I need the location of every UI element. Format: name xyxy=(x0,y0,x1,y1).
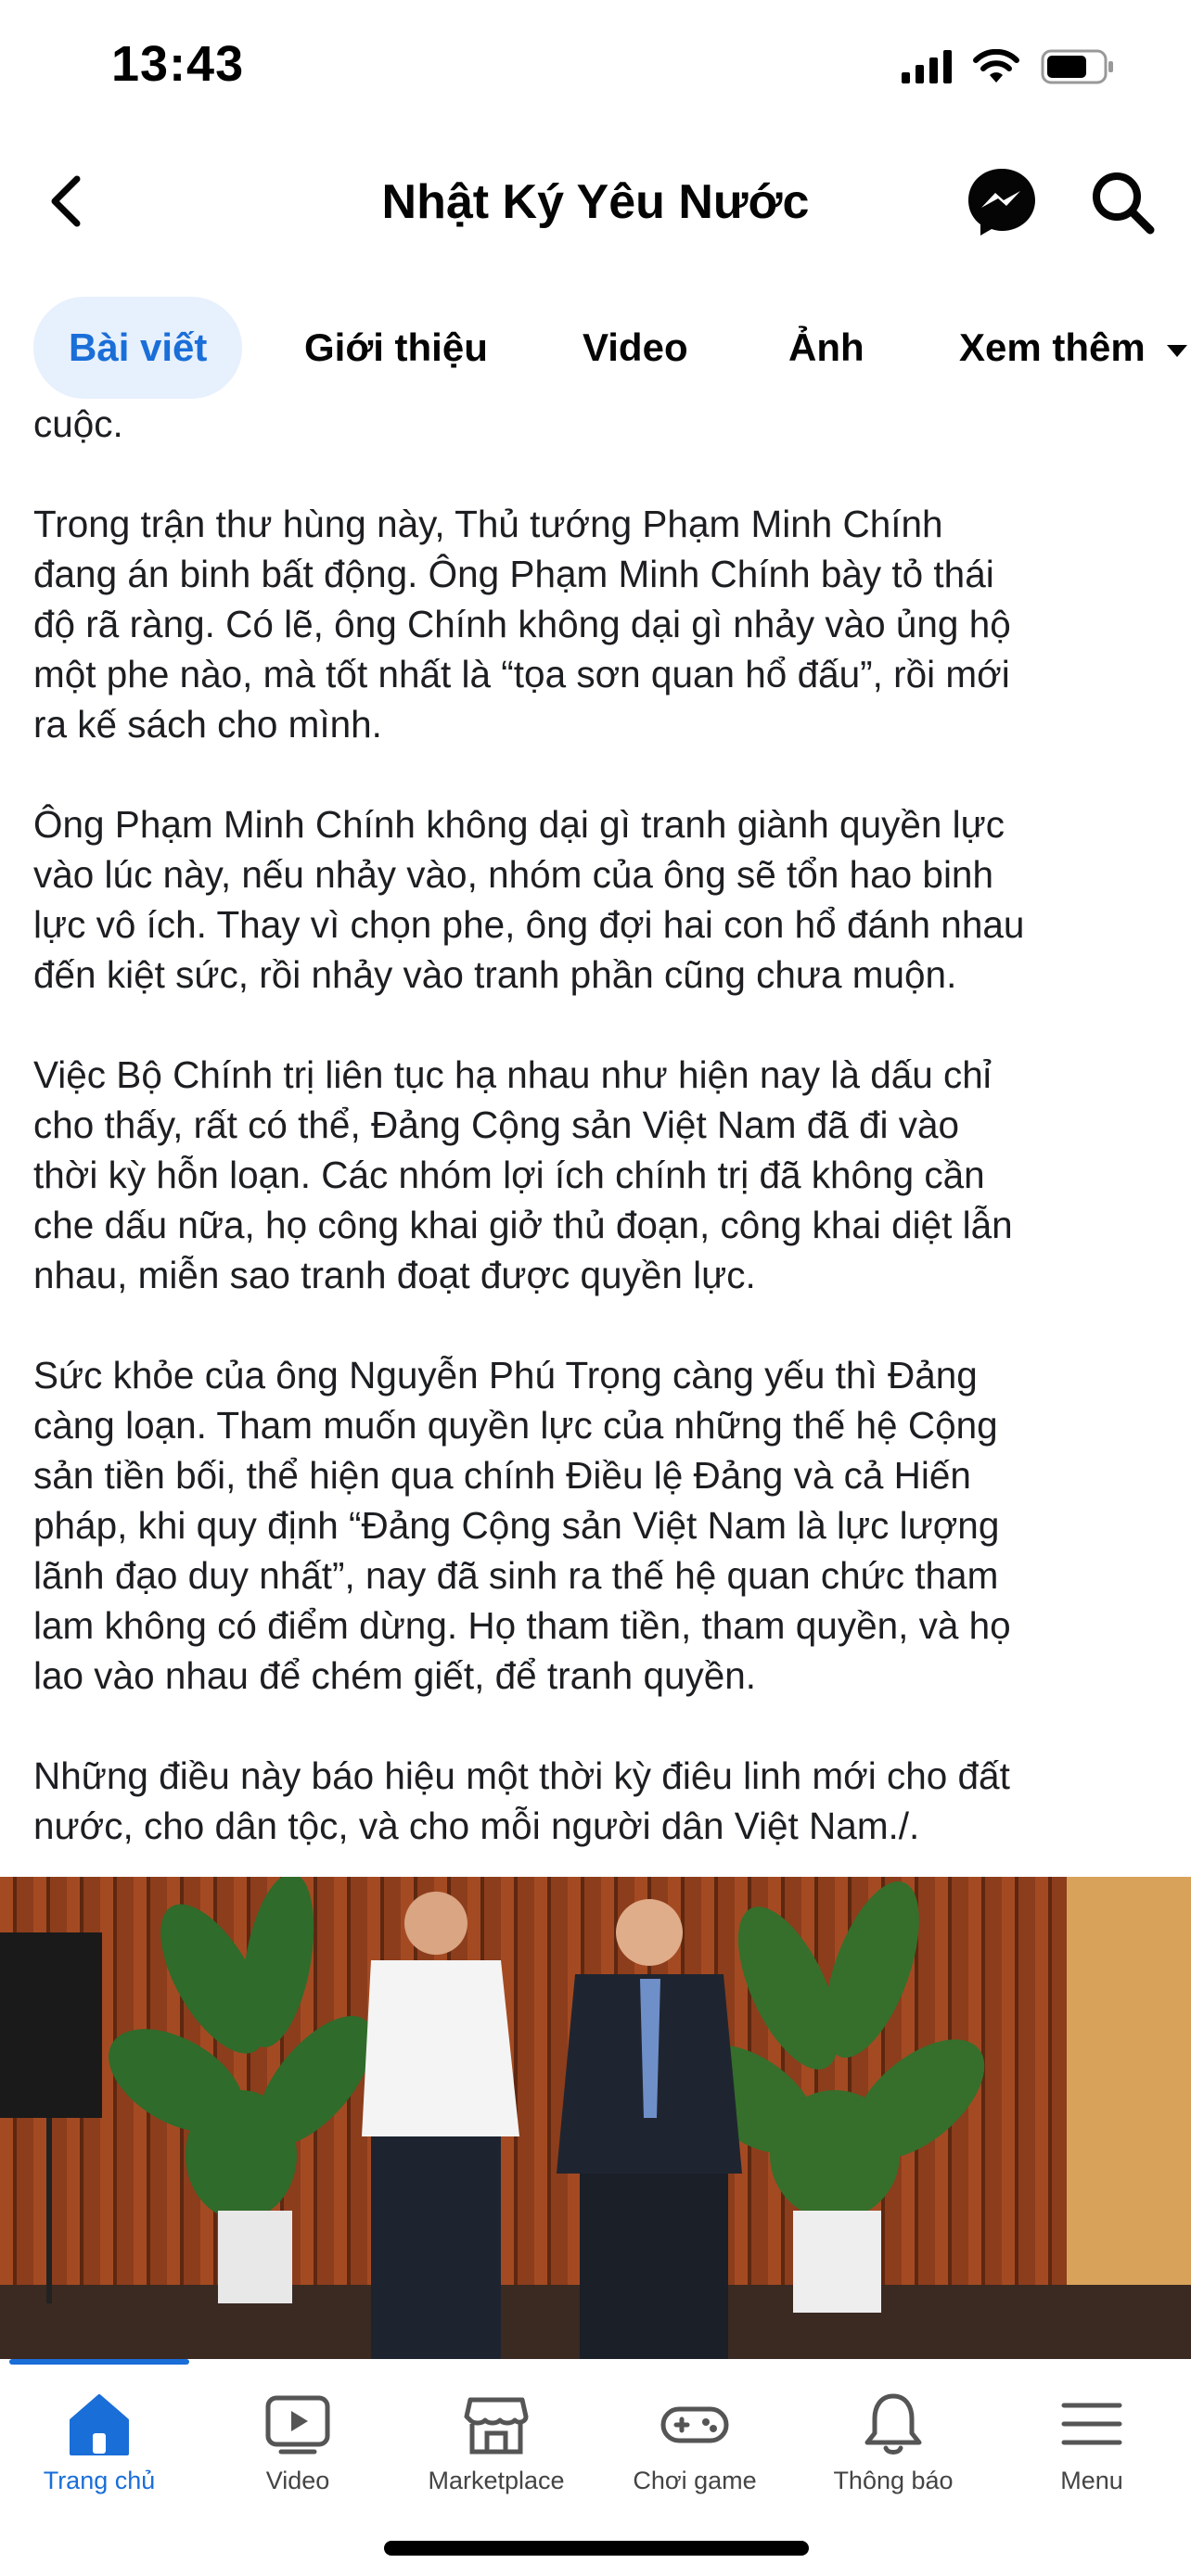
post-photo[interactable] xyxy=(0,1877,1191,2359)
home-icon xyxy=(62,2387,136,2461)
post-paragraph: Trong trận thư hùng này, Thủ tướng Phạm Minh Chính đang án binh bất động. Ông Phạm Minh Chính bày tỏ thái độ rã ràng. Có lẽ, ông Chính không dại gì nhảy vào ủng hộ một phe nào, mà tốt nhất là “tọa sơn quan hổ đấu”, rồi mới ra kế sách cho mình. xyxy=(33,503,1011,746)
nav-home[interactable] xyxy=(0,2387,198,2517)
nav-gaming[interactable] xyxy=(596,2387,794,2517)
post-paragraph: cuộc. xyxy=(33,402,123,445)
nav-gaming-label: Chơi game xyxy=(633,2467,757,2494)
gamepad-icon xyxy=(658,2387,732,2461)
tab-see-more[interactable] xyxy=(959,297,1189,399)
tab-posts[interactable]: Bài viết xyxy=(33,297,242,399)
post-paragraph: Việc Bộ Chính trị liên tục hạ nhau như hiện nay là dấu chỉ cho thấy, rất có thể, Đảng Cộng sản Việt Nam đã đi vào thời kỳ hỗn loạn. Các nhóm lợi ích chính trị đã không cần che dấu nữa, họ công khai giở thủ đoạn, công khai diệt lẫn nhau, miễn sao tranh đoạt được quyền lực. xyxy=(33,1053,1013,1296)
nav-notifications-label: Thông báo xyxy=(833,2467,954,2494)
cellular-signal-icon xyxy=(902,50,952,83)
nav-video-label: Video xyxy=(265,2467,330,2494)
nav-video[interactable] xyxy=(198,2387,397,2517)
post-paragraph: Những điều này báo hiệu một thời kỳ điêu linh mới cho đất nước, cho dân tộc, và cho mỗi người dân Việt Nam./. xyxy=(33,1754,1010,1847)
marketplace-icon xyxy=(459,2387,533,2461)
status-bar xyxy=(0,0,1191,130)
search-button[interactable] xyxy=(1087,167,1158,237)
home-indicator[interactable] xyxy=(384,2541,809,2556)
tab-see-more-label: Xem thêm xyxy=(959,325,1146,369)
nav-menu[interactable] xyxy=(992,2387,1191,2517)
video-icon xyxy=(261,2387,335,2461)
status-icons xyxy=(902,48,1115,85)
page-title: Nhật Ký Yêu Nước xyxy=(381,175,810,229)
bell-icon xyxy=(856,2387,930,2461)
nav-notifications[interactable] xyxy=(794,2387,992,2517)
nav-home-label: Trang chủ xyxy=(43,2467,156,2494)
wifi-icon xyxy=(972,49,1020,84)
tab-photos[interactable]: Ảnh xyxy=(788,325,864,369)
post-body xyxy=(33,399,1165,1901)
page-header xyxy=(0,148,1191,260)
tab-about[interactable]: Giới thiệu xyxy=(304,325,488,369)
messenger-icon xyxy=(965,165,1039,239)
battery-icon xyxy=(1041,48,1115,85)
nav-marketplace[interactable] xyxy=(397,2387,596,2517)
messenger-button[interactable] xyxy=(965,165,1039,239)
search-icon xyxy=(1087,167,1158,237)
profile-tabs xyxy=(0,297,1191,399)
photo-icon xyxy=(0,1877,1191,2359)
tab-video[interactable]: Video xyxy=(583,325,688,369)
status-time: 13:43 xyxy=(111,36,245,92)
post-paragraph: Ông Phạm Minh Chính không dại gì tranh giành quyền lực vào lúc này, nếu nhảy vào, nhóm của ông sẽ tổn hao binh lực vô ích. Thay vì chọn phe, ông đợi hai con hổ đánh nhau đến kiệt sức, rồi nhảy vào tranh phần cũng chưa muộn. xyxy=(33,803,1025,996)
caret-down-icon xyxy=(1165,341,1189,360)
active-tab-indicator xyxy=(9,2359,189,2365)
nav-menu-label: Menu xyxy=(1060,2467,1123,2494)
post-paragraph: Sức khỏe của ông Nguyễn Phú Trọng càng yếu thì Đảng càng loạn. Tham muốn quyền lực của những thế hệ Cộng sản tiền bối, thể hiện qua chính Điều lệ Đảng và cả Hiến pháp, khi quy định “Đảng Cộng sản Việt Nam là lực lượng lãnh đạo duy nhất”, nay đã sinh ra thế hệ quan chức tham lam không có điểm dừng. Họ tham tiền, tham quyền, và họ lao vào nhau để chém giết, để tranh quyền. xyxy=(33,1354,1011,1697)
nav-marketplace-label: Marketplace xyxy=(428,2467,565,2494)
menu-icon xyxy=(1055,2387,1129,2461)
